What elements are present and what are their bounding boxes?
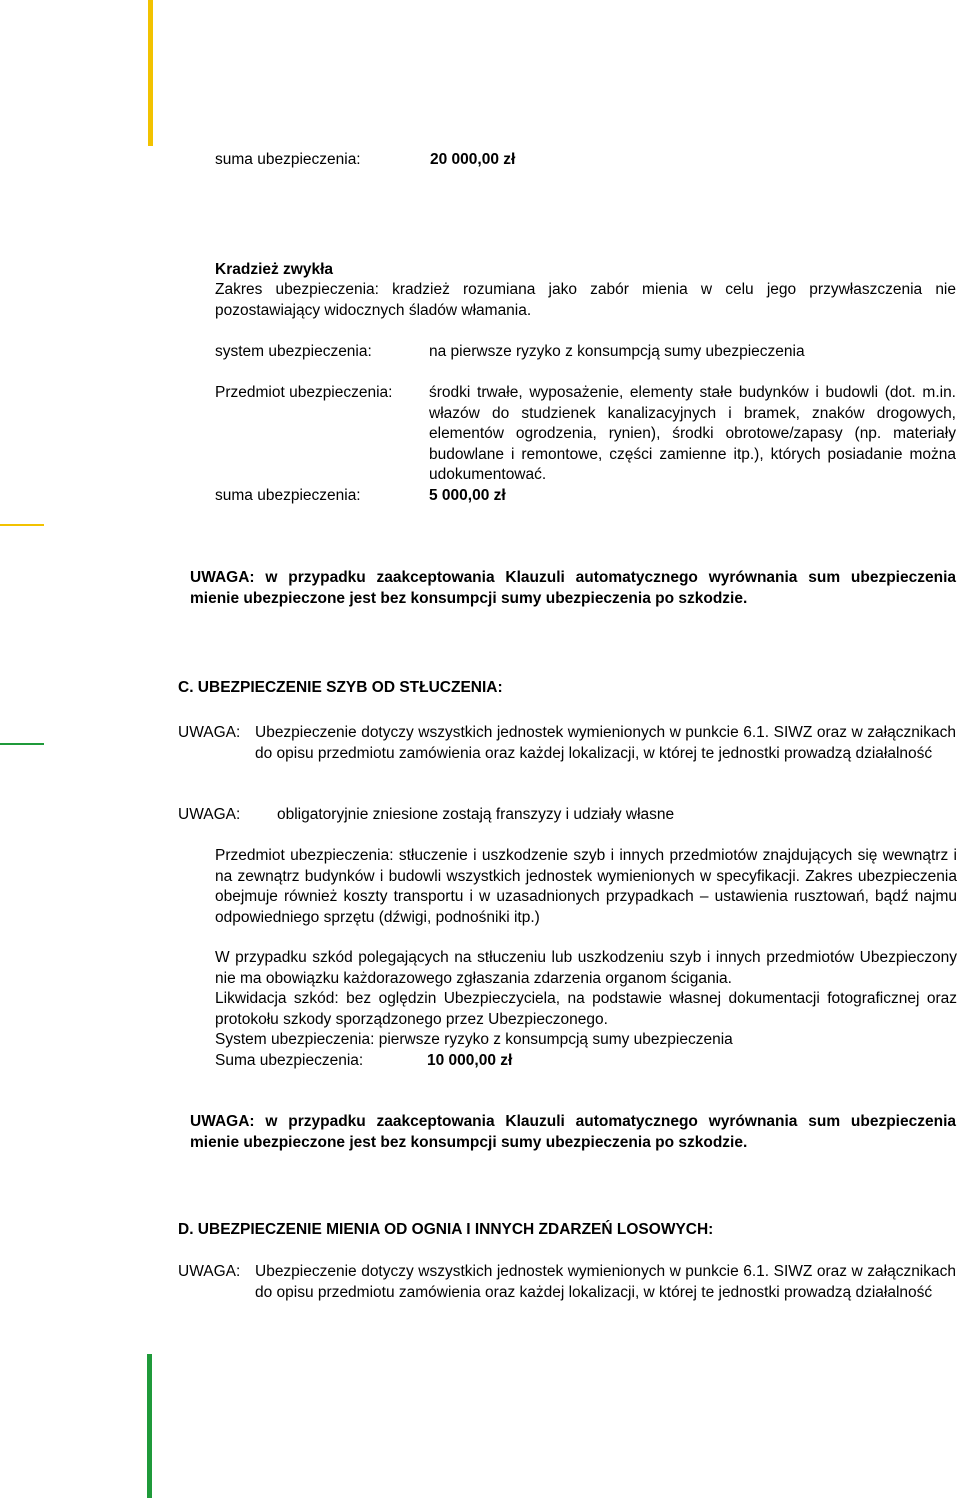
section-c-no-report: W przypadku szkód polegających na stłuczeniu lub uszkodzeniu szyb i innych przedmiotów Ubezpieczony nie ma obowiązku każdorazowego zgłaszania zdarzenia organom ścigania.: [215, 949, 957, 987]
yellow-margin-bar: [148, 0, 153, 146]
sum-label: suma ubezpieczenia:: [215, 487, 361, 504]
yellow-margin-tick: [0, 524, 44, 526]
uwaga-label: UWAGA:: [178, 806, 241, 823]
theft-subject-row: [215, 383, 956, 486]
note-auto-adjust-1: UWAGA: w przypadku zaakceptowania Klauzuli automatycznego wyrównania sum ubezpieczenia mienie ubezpieczone jest bez konsumpcji sumy ubezpieczenia po szkodzie.: [190, 569, 956, 607]
system-value: na pierwsze ryzyko z konsumpcją sumy ubezpieczenia: [429, 343, 805, 360]
section-d-heading: D. UBEZPIECZENIE MIENIA OD OGNIA I INNYCH ZDARZEŃ LOSOWYCH:: [178, 1221, 714, 1238]
uwaga-text: obligatoryjnie zniesione zostają franszyzy i udziały własne: [277, 806, 675, 823]
section-c-sum-row: [215, 1051, 775, 1073]
section-c-claims: Likwidacja szkód: bez oględzin Ubezpieczyciela, na podstawie własnej dokumentacji fotograficznej oraz protokołu szkody sporządzonego przez Ubezpieczonego.: [215, 990, 957, 1028]
system-label: system ubezpieczenia:: [215, 343, 372, 360]
section-c-system: System ubezpieczenia: pierwsze ryzyko z konsumpcją sumy ubezpieczenia: [215, 1031, 733, 1048]
sum-value: 5 000,00 zł: [429, 487, 506, 504]
theft-scope: Zakres ubezpieczenia: kradzież rozumiana jako zabór mienia w celu jego przywłaszczenia nie pozostawiający widocznych śladów włamania.: [215, 281, 956, 319]
section-c-uwaga-franchise: [178, 805, 956, 827]
section-c-heading: C. UBEZPIECZENIE SZYB OD STŁUCZENIA:: [178, 679, 503, 696]
uwaga-text: Ubezpieczenie dotyczy wszystkich jednostek wymienionych w punkcie 6.1. SIWZ oraz w załącznikach do opisu przedmiotu zamówienia oraz każdej lokalizacji, w której te jednostki prowadzą działalność: [255, 1263, 956, 1301]
subject-label: Przedmiot ubezpieczenia:: [215, 384, 393, 401]
uwaga-label: UWAGA:: [178, 724, 241, 741]
uwaga-label: UWAGA:: [178, 1263, 241, 1280]
section-c-subject: Przedmiot ubezpieczenia: stłuczenie i uszkodzenie szyb i innych przedmiotów znajdujących się wewnątrz i na zewnątrz budynków i budowli wszystkich jednostek wymienionych w specyfikacji. Zakres ubezpieczenia obejmuje również koszty transportu i w uzasadnionych przypadkach – ustawienia rusztowań, bądź najmu odpowiedniego sprzętu (dźwigi, podnośniki itp.): [215, 847, 957, 926]
section-d-uwaga-scope: [178, 1262, 956, 1303]
green-margin-tick: [0, 743, 44, 745]
sum-value: 20 000,00 zł: [430, 151, 516, 168]
sum-label: suma ubezpieczenia:: [215, 151, 361, 168]
subject-value: środki trwałe, wyposażenie, elementy stałe budynków i budowli (dot. m.in. włazów do studzienek kanalizacyjnych i bramek, znaków drogowych, elementów ogrodzenia, rynien), środki obrotowe/zapasy (np. materiały budowlane i remontowe, części zamienne itp.), których posiadanie można udokumentować.: [429, 384, 956, 483]
sum-label: Suma ubezpieczenia:: [215, 1052, 364, 1069]
section-c-uwaga-scope: [178, 723, 956, 764]
theft-sum-row: [215, 486, 775, 508]
theft-system-row: [215, 342, 956, 364]
uwaga-text: Ubezpieczenie dotyczy wszystkich jednostek wymienionych w punkcie 6.1. SIWZ oraz w załącznikach do opisu przedmiotu zamówienia oraz każdej lokalizacji, w której te jednostki prowadzą działalność: [255, 724, 956, 762]
green-margin-bar: [147, 1354, 152, 1498]
note-auto-adjust-2: UWAGA: w przypadku zaakceptowania Klauzuli automatycznego wyrównania sum ubezpieczenia mienie ubezpieczone jest bez konsumpcji sumy ubezpieczenia po szkodzie.: [190, 1113, 956, 1151]
theft-heading: Kradzież zwykła: [215, 261, 334, 278]
sum-value: 10 000,00 zł: [427, 1052, 513, 1069]
